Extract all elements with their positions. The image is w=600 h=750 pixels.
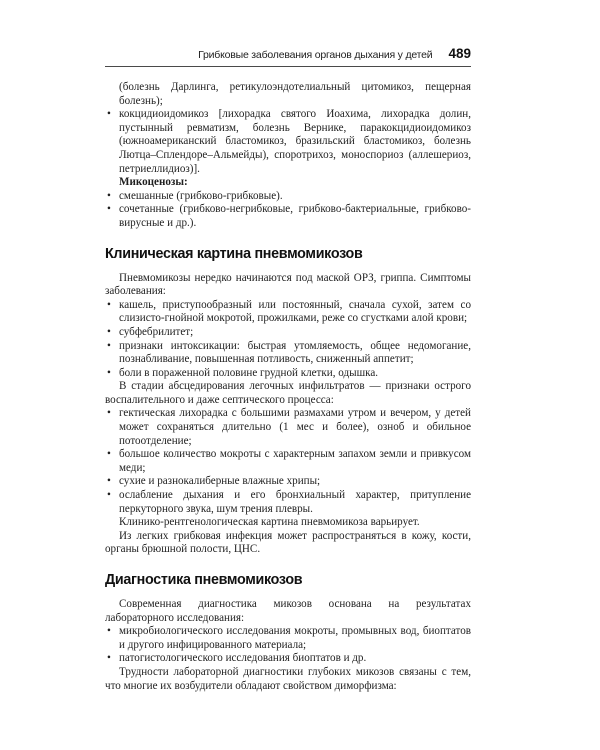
list-item [105,625,471,652]
list-item-text: сухие и разнокалиберные влажные хрипы; [119,475,321,488]
list-item-text: субфебрилитет; [119,325,194,338]
list-item-text: кашель, приступообразный или постоянный, сначала сухой, затем со слизисто-гнойной мокротой, прожилками, реже со сгустками алой крови; [119,298,471,325]
bullet-icon: • [107,339,111,352]
bullet-icon: • [107,652,111,665]
running-head [105,46,471,67]
mycocenosis-heading: Микоценозы: [119,176,188,189]
difficulty-paragraph: Трудности лабораторной диагностики глубоких микозов связаны с тем, что многие их возбудители обладают свойством диморфизма: [105,665,471,692]
section-heading-clinical: Клиническая картина пневмомикозов [105,245,363,262]
bullet-icon: • [107,625,111,638]
bullet-icon: • [107,298,111,311]
abscess-list [105,407,471,516]
abscess-intro: В стадии абсцедирования легочных инфильтратов — признаки острого воспалительного и даже септического процесса: [105,380,471,406]
bullet-icon: • [107,475,111,488]
spread-paragraph: Из легких грибковая инфекция может распространяться в кожу, кости, органы брюшной полости, ЦНС. [105,529,471,556]
book-page [105,46,471,693]
page-number: 489 [448,46,471,61]
bullet-icon: • [107,448,111,461]
mycocenosis-list [105,190,471,231]
list-item [105,203,471,230]
list-item [105,448,471,475]
list-item [105,326,471,340]
bullet-icon: • [107,203,111,216]
list-item [105,190,471,204]
intro-continuation: (болезнь Дарлинга, ретикулоэндотелиальный цитомикоз, пещерная болезнь); [119,81,471,107]
xray-paragraph: Клинико-рентгенологическая картина пневмомикоза варьирует. [119,516,420,529]
list-item [105,340,471,367]
bullet-icon: • [107,366,111,379]
list-item [105,475,471,489]
diagnostics-intro: Современная диагностика микозов основана на результатах лабораторного исследования: [105,598,471,624]
clinical-intro: Пневмомикозы нередко начинаются под маской ОРЗ, гриппа. Симптомы заболевания: [105,271,471,298]
list-item-text: сочетанные (грибково-негрибковые, грибково-бактериальные, грибково-вирусные и др.). [119,203,471,229]
list-item [105,652,471,666]
list-item [105,299,471,326]
list-item [105,489,471,516]
list-item [105,367,471,381]
list-item-text: микробиологического исследования мокроты, промывных вод, биоптатов и другого инфицированного материала; [119,625,471,651]
bullet-icon: • [107,407,111,420]
diagnostics-list [105,625,471,666]
list-item-text: патогистологического исследования биоптатов и др. [119,652,367,665]
list-item-text: смешанные (грибково-грибковые). [119,189,283,202]
bullet-icon: • [107,325,111,338]
bullet-icon: • [107,189,111,202]
bullet-icon: • [107,108,111,121]
intro-list [105,108,471,176]
list-item-text: боли в пораженной половине грудной клетки, одышка. [119,366,379,379]
list-item-text: гектическая лихорадка с большими размахами утром и вечером, у детей может сохраняться длительно (1 мес и более), озноб и обильное потоотделение; [119,407,471,447]
list-item-text: кокцидиоидомикоз [лихорадка святого Иоахима, лихорадка долин, пустынный ревматизм, болезнь Вернике, паракокцидиоидомикоз (южноамериканский бластомикоз, бразильский бластомикоз, болезнь Лютца–Сплендоре–Альмейды), споротрихоз, моноспориоз (аллешериоз, петриеллидиоз)]. [119,108,471,175]
list-item [105,108,471,176]
list-item [105,407,471,448]
list-item-text: ослабление дыхания и его бронхиальный характер, притупление перкуторного звука, шум трения плевры. [119,489,471,515]
bullet-icon: • [107,489,111,502]
list-item-text: признаки интоксикации: быстрая утомляемость, общее недомогание, познабливание, повышенная потливость, сниженный аппетит; [119,339,471,366]
list-item-text: большое количество мокроты с характерным запахом земли и привкусом меди; [119,448,471,474]
symptoms-list [105,299,471,381]
running-head-title: Грибковые заболевания органов дыхания у детей [198,49,433,61]
section-heading-diagnostics: Диагностика пневмомикозов [105,572,303,588]
